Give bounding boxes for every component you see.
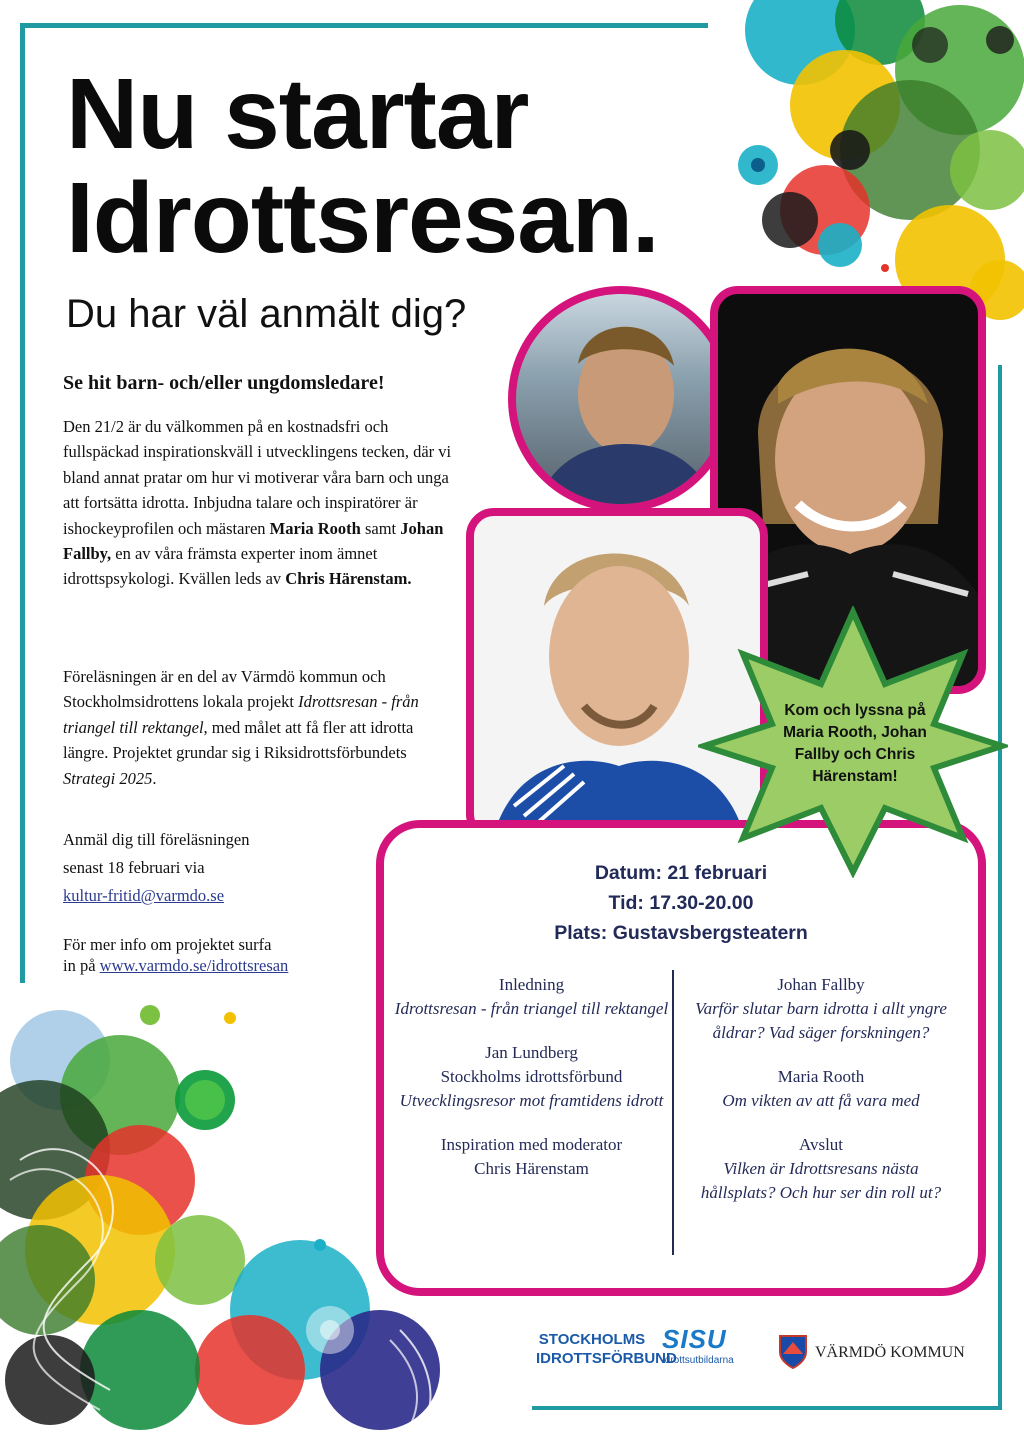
signup-email-link[interactable]: kultur-fritid@varmdo.se	[63, 886, 225, 905]
program-item: Inledning Idrottsresan - från triangel till rektangel	[394, 975, 669, 1018]
headline-line2: Idrottsresan.	[66, 162, 659, 274]
decorative-circles-top	[730, 0, 1024, 320]
intro-title: Se hit barn- och/eller ungdomsledare!	[63, 372, 385, 394]
info-line-2: in på www.varmdo.se/idrottsresan	[63, 956, 289, 975]
schedule-box	[376, 820, 986, 1296]
program-item: Inspiration med moderator Chris Härenstam	[440, 1135, 623, 1178]
name-johan-fallby: Johan Fallby,	[63, 518, 444, 564]
logo-varmdo-kommun: VÄRMDÖ KOMMUN	[815, 1344, 965, 1361]
program-item: Johan Fallby Varför slutar barn idrotta i allt yngre åldrar? Vad säger forskningen?	[695, 975, 947, 1042]
program-left-column	[394, 973, 669, 1201]
frame-left-line	[20, 23, 25, 983]
signup-line-1: Anmäl dig till föreläsningen	[63, 830, 250, 849]
name-maria-rooth: Maria Rooth	[269, 518, 361, 538]
intro-paragraph-2: Föreläsningen är en del av Värmdö kommun och Stockholmsidrottens lokala projekt Idrottsresan - från triangel till rektangel, med målet att få fler att idrotta längre. Projektet grundar sig i Riksidrottsförbundets Strategi 2025.	[63, 667, 419, 788]
photo-johan-fallby-round	[508, 286, 734, 512]
headline	[66, 58, 659, 274]
person-silhouette-icon	[516, 294, 726, 504]
project-url-link[interactable]: www.varmdo.se/idrottsresan	[99, 956, 289, 975]
headline-line1: Nu startar	[66, 58, 529, 170]
program-item: Maria Rooth Om vikten av att få vara med	[722, 1067, 920, 1110]
column-divider	[672, 970, 674, 1255]
program-right-column	[686, 973, 956, 1225]
name-chris-harenstam: Chris Härenstam.	[285, 569, 412, 589]
program-item: Avslut Vilken är Idrottsresans nästa hållsplats? Och hur ser din roll ut?	[700, 1135, 942, 1202]
star-text: Kom och lyssna på Maria Rooth, Johan Fallby och Chris Härenstam!	[783, 702, 927, 785]
logo-stockholms-idrottsforbund: STOCKHOLMS IDROTTSFÖRBUND	[536, 1331, 677, 1367]
logo-sisu: SISU Idrottsutbildarna	[662, 1324, 734, 1366]
program-item: Jan Lundberg Stockholms idrottsförbund Utvecklingsresor mot framtidens idrott	[399, 1043, 664, 1110]
frame-right-line	[998, 365, 1002, 1410]
event-time: Tid: 17.30-20.00	[608, 892, 754, 914]
info-line-1: För mer info om projektet surfa	[63, 935, 272, 954]
subheadline: Du har väl anmält dig?	[66, 292, 467, 336]
signup-line-2: senast 18 februari via	[63, 858, 205, 877]
event-place: Plats: Gustavsbergsteatern	[554, 922, 808, 944]
event-date: Datum: 21 februari	[594, 862, 768, 884]
frame-top-line	[20, 23, 708, 28]
intro-paragraph-1: Den 21/2 är du välkommen på en kostnadsfri och fullspäckad inspirationskväll i utvecklingens tecken, där vi bland annat pratar om hur vi motiverar våra barn och unga att fortsätta idrotta. Inbjudna talare och inspiratörer är ishockeyprofilen och mästaren Maria Rooth samt Johan Fallby, en av våra främsta experter inom ämnet idrottspsykologi. Kvällen leds av Chris Härenstam.	[63, 417, 452, 589]
frame-bottom-line	[532, 1406, 1002, 1410]
varmdo-shield-icon	[778, 1334, 808, 1370]
